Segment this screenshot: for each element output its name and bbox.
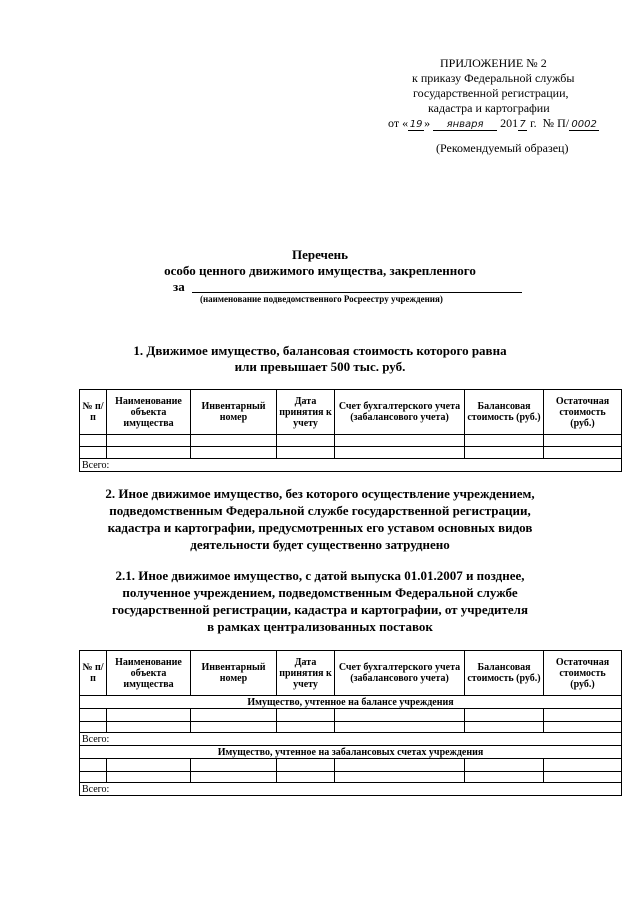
list-title: Перечень: [291, 247, 349, 262]
table-row: [80, 447, 622, 459]
col-date-header: Дата принятия к учету: [277, 390, 335, 435]
col-account-header: Счет бухгалтерского учета (забалансового учета): [335, 390, 465, 435]
col-number-header: № п/п: [80, 390, 107, 435]
col-name-header: Наименование объекта имущества: [107, 390, 191, 435]
col-number-header: № п/п: [80, 651, 107, 696]
section1-title-line2: или превышает 500 тыс. руб.: [234, 359, 406, 374]
section21-header-row: [80, 651, 622, 696]
subheader-row: [80, 746, 622, 759]
col-account-header: Счет бухгалтерского учета (забалансового учета): [335, 651, 465, 696]
section2-line4: деятельности будет существенно затруднено: [190, 537, 450, 552]
total-label: Всего:: [80, 783, 622, 796]
subheader-offbalance: Имущество, учтенное на забалансовых счетах учреждения: [80, 746, 622, 759]
list-subtitle: особо ценного движимого имущества, закрепленного: [164, 263, 476, 278]
col-balance-header: Балансовая стоимость (руб.): [465, 390, 544, 435]
section2-line3: кадастра и картографии, предусмотренных его уставом основных видов: [107, 520, 533, 535]
appendix-title: ПРИЛОЖЕНИЕ № 2: [440, 56, 547, 70]
sample-note: (Рекомендуемый образец): [436, 141, 569, 155]
col-name-header: Наименование объекта имущества: [107, 651, 191, 696]
appendix-line-2: государственной регистрации,: [413, 86, 569, 100]
total-label: Всего:: [80, 459, 622, 472]
total-row: [80, 459, 622, 472]
date-mid: »: [424, 116, 431, 130]
section21-line2: полученное учреждением, подведомственным Федеральной службе: [122, 585, 518, 600]
date-day: 19: [409, 119, 423, 130]
za-label: за: [173, 279, 185, 294]
table-row: [80, 435, 622, 447]
table-row: [80, 772, 622, 783]
total-row: [80, 733, 622, 746]
col-inventory-header: Инвентарный номер: [191, 651, 277, 696]
col-balance-header: Балансовая стоимость (руб.): [465, 651, 544, 696]
col-inventory-header: Инвентарный номер: [191, 390, 277, 435]
subheader-balance: Имущество, учтенное на балансе учреждения: [80, 696, 622, 709]
section1-header-row: [80, 390, 622, 435]
appendix-date-line: [388, 116, 599, 131]
subheader-row: [80, 696, 622, 709]
col-residual-header: Остаточная стоимость (руб.): [544, 651, 622, 696]
section21-line1: 2.1. Иное движимое имущество, с датой выпуска 01.01.2007 и позднее,: [115, 568, 525, 583]
col-date-header: Дата принятия к учету: [277, 651, 335, 696]
section1-table: [79, 389, 622, 472]
section2-line2: подведомственным Федеральной службе государственной регистрации,: [109, 503, 531, 518]
col-residual-header: Остаточная стоимость (руб.): [544, 390, 622, 435]
table-row: [80, 759, 622, 772]
date-month: января: [433, 119, 497, 131]
appendix-line-3: кадастра и картографии: [428, 101, 550, 115]
total-row: [80, 783, 622, 796]
za-caption: (наименование подведомственного Росреестру учреждения): [200, 294, 443, 304]
date-prefix: от «: [388, 116, 409, 130]
za-underline: [192, 292, 522, 293]
date-year-digit: 7: [519, 119, 526, 130]
date-year-suffix: г.: [527, 116, 537, 130]
number-prefix: № П/: [542, 116, 570, 130]
section21-line4: в рамках централизованных поставок: [207, 619, 433, 634]
table-row: [80, 722, 622, 733]
number-value: 0002: [569, 119, 599, 131]
section2-line1: 2. Иное движимое имущество, без которого осуществление учреждением,: [105, 486, 535, 501]
section21-line3: государственной регистрации, кадастра и картографии, от учредителя: [112, 602, 528, 617]
appendix-line-1: к приказу Федеральной службы: [412, 71, 575, 85]
table-row: [80, 709, 622, 722]
total-label: Всего:: [80, 733, 622, 746]
date-year-prefix: 201: [500, 116, 519, 130]
section21-table: [79, 650, 622, 796]
section1-title-line1: 1. Движимое имущество, балансовая стоимость которого равна: [133, 343, 507, 358]
